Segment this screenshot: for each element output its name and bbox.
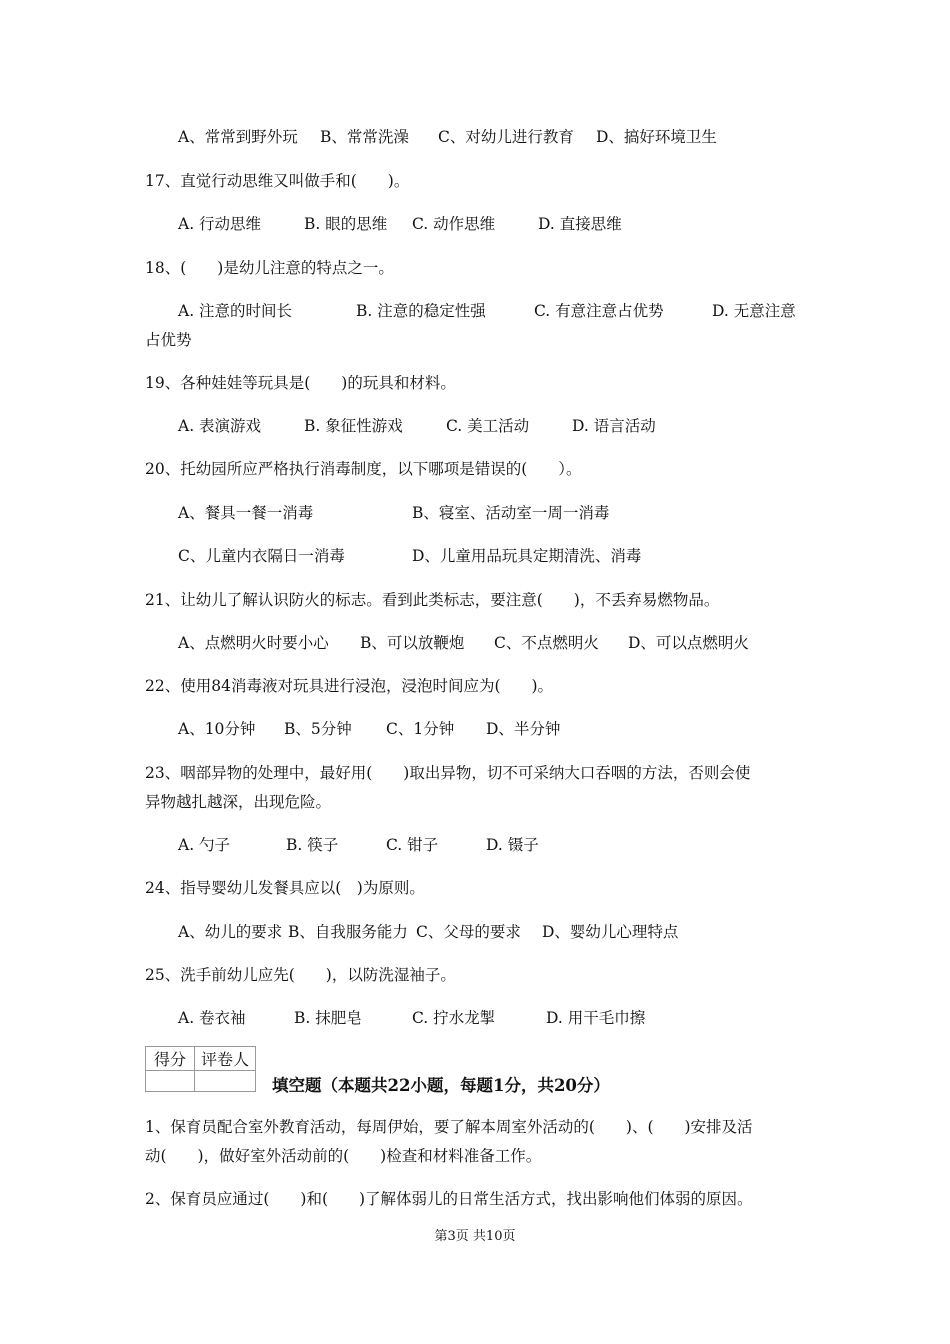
option: A、幼儿的要求 <box>178 923 283 941</box>
option: A、常常到野外玩 <box>178 128 298 146</box>
q18-options <box>178 301 796 321</box>
question-23: 23、咽部异物的处理中，最好用( )取出异物，切不可采纳大口吞咽的方法，否则会使 <box>145 764 751 782</box>
option: A、10分钟 <box>178 720 256 738</box>
question-20: 20、托幼园所应严格执行消毒制度，以下哪项是错误的( ）。 <box>145 460 582 478</box>
option: D、婴幼儿心理特点 <box>542 923 679 941</box>
option: B、5分钟 <box>284 720 352 738</box>
option: B. 筷子 <box>286 836 339 854</box>
option: B、可以放鞭炮 <box>360 634 465 652</box>
question-23-wrap: 异物越扎越深，出现危险。 <box>145 793 332 811</box>
option: B、寝室、活动室一周一消毒 <box>412 504 610 522</box>
question-19: 19、各种娃娃等玩具是( )的玩具和材料。 <box>145 374 456 392</box>
q18-options-wrap: 占优势 <box>145 331 192 349</box>
score-table <box>145 1046 256 1092</box>
option: D. 镊子 <box>486 836 539 854</box>
option: C、对幼儿进行教育 <box>438 128 574 146</box>
q22-options <box>178 719 560 739</box>
grader-header: 评卷人 <box>195 1047 256 1071</box>
q20-options-row2 <box>178 546 641 566</box>
option: D、半分钟 <box>486 720 561 738</box>
option: A. 勺子 <box>178 836 231 854</box>
option: A. 注意的时间长 <box>178 302 293 320</box>
option: C、儿童内衣隔日一消毒 <box>178 547 345 565</box>
score-header: 得分 <box>146 1047 195 1071</box>
q20-options-row1 <box>178 503 609 523</box>
option: A、点燃明火时要小心 <box>178 634 329 652</box>
option: B、自我服务能力 <box>288 923 408 941</box>
option: B. 眼的思维 <box>304 215 388 233</box>
question-21: 21、让幼儿了解认识防火的标志。看到此类标志，要注意( )，不丢弃易燃物品。 <box>145 591 720 609</box>
option: B. 抹肥皂 <box>294 1009 362 1027</box>
question-25: 25、洗手前幼儿应先( )，以防洗湿袖子。 <box>145 966 456 984</box>
option: A. 卷衣袖 <box>178 1009 246 1027</box>
score-cell <box>146 1071 195 1092</box>
option: C. 有意注意占优势 <box>534 302 664 320</box>
option: C. 钳子 <box>386 836 439 854</box>
grader-cell <box>195 1071 256 1092</box>
question-24: 24、指导婴幼儿发餐具应以( )为原则。 <box>145 879 425 897</box>
page-footer: 第3页 共10页 <box>434 1229 516 1244</box>
question-18: 18、( )是幼儿注意的特点之一。 <box>145 259 394 277</box>
fill-question-1: 1、保育员配合室外教育活动，每周伊始，要了解本周室外活动的( )、( )安排及活 <box>145 1118 753 1136</box>
option: D. 无意注意 <box>712 302 796 320</box>
option: D. 语言活动 <box>572 417 656 435</box>
option: D、儿童用品玩具定期清洗、消毒 <box>412 547 642 565</box>
option: D、搞好环境卫生 <box>596 128 717 146</box>
q19-options <box>178 416 656 436</box>
option: A、餐具一餐一消毒 <box>178 504 314 522</box>
q25-options <box>178 1008 645 1028</box>
question-17: 17、直觉行动思维又叫做手和( )。 <box>145 172 410 190</box>
option: A. 表演游戏 <box>178 417 262 435</box>
option: C. 拧水龙掣 <box>412 1009 496 1027</box>
option: C. 动作思维 <box>412 215 496 233</box>
option: B. 注意的稳定性强 <box>356 302 486 320</box>
section-title: 填空题（本题共22小题，每题1分，共20分） <box>272 1076 610 1095</box>
option: B. 象征性游戏 <box>304 417 403 435</box>
q17-options <box>178 214 622 234</box>
q24-options <box>178 922 678 942</box>
q16-options <box>178 127 717 147</box>
option: B、常常洗澡 <box>320 128 409 146</box>
option: C. 美工活动 <box>446 417 530 435</box>
option: D. 直接思维 <box>538 215 622 233</box>
question-22: 22、使用84消毒液对玩具进行浸泡，浸泡时间应为( )。 <box>145 677 554 695</box>
fill-question-2: 2、保育员应通过( )和( )了解体弱儿的日常生活方式，找出影响他们体弱的原因。 <box>145 1190 753 1208</box>
q21-options <box>178 633 749 653</box>
option: C、父母的要求 <box>416 923 521 941</box>
fill-question-1-wrap: 动( )，做好室外活动前的( )检查和材料准备工作。 <box>145 1147 542 1165</box>
q23-options <box>178 835 539 855</box>
option: D. 用干毛巾擦 <box>546 1009 646 1027</box>
option: C、不点燃明火 <box>494 634 599 652</box>
option: C、1分钟 <box>386 720 455 738</box>
option: A. 行动思维 <box>178 215 262 233</box>
option: D、可以点燃明火 <box>628 634 749 652</box>
